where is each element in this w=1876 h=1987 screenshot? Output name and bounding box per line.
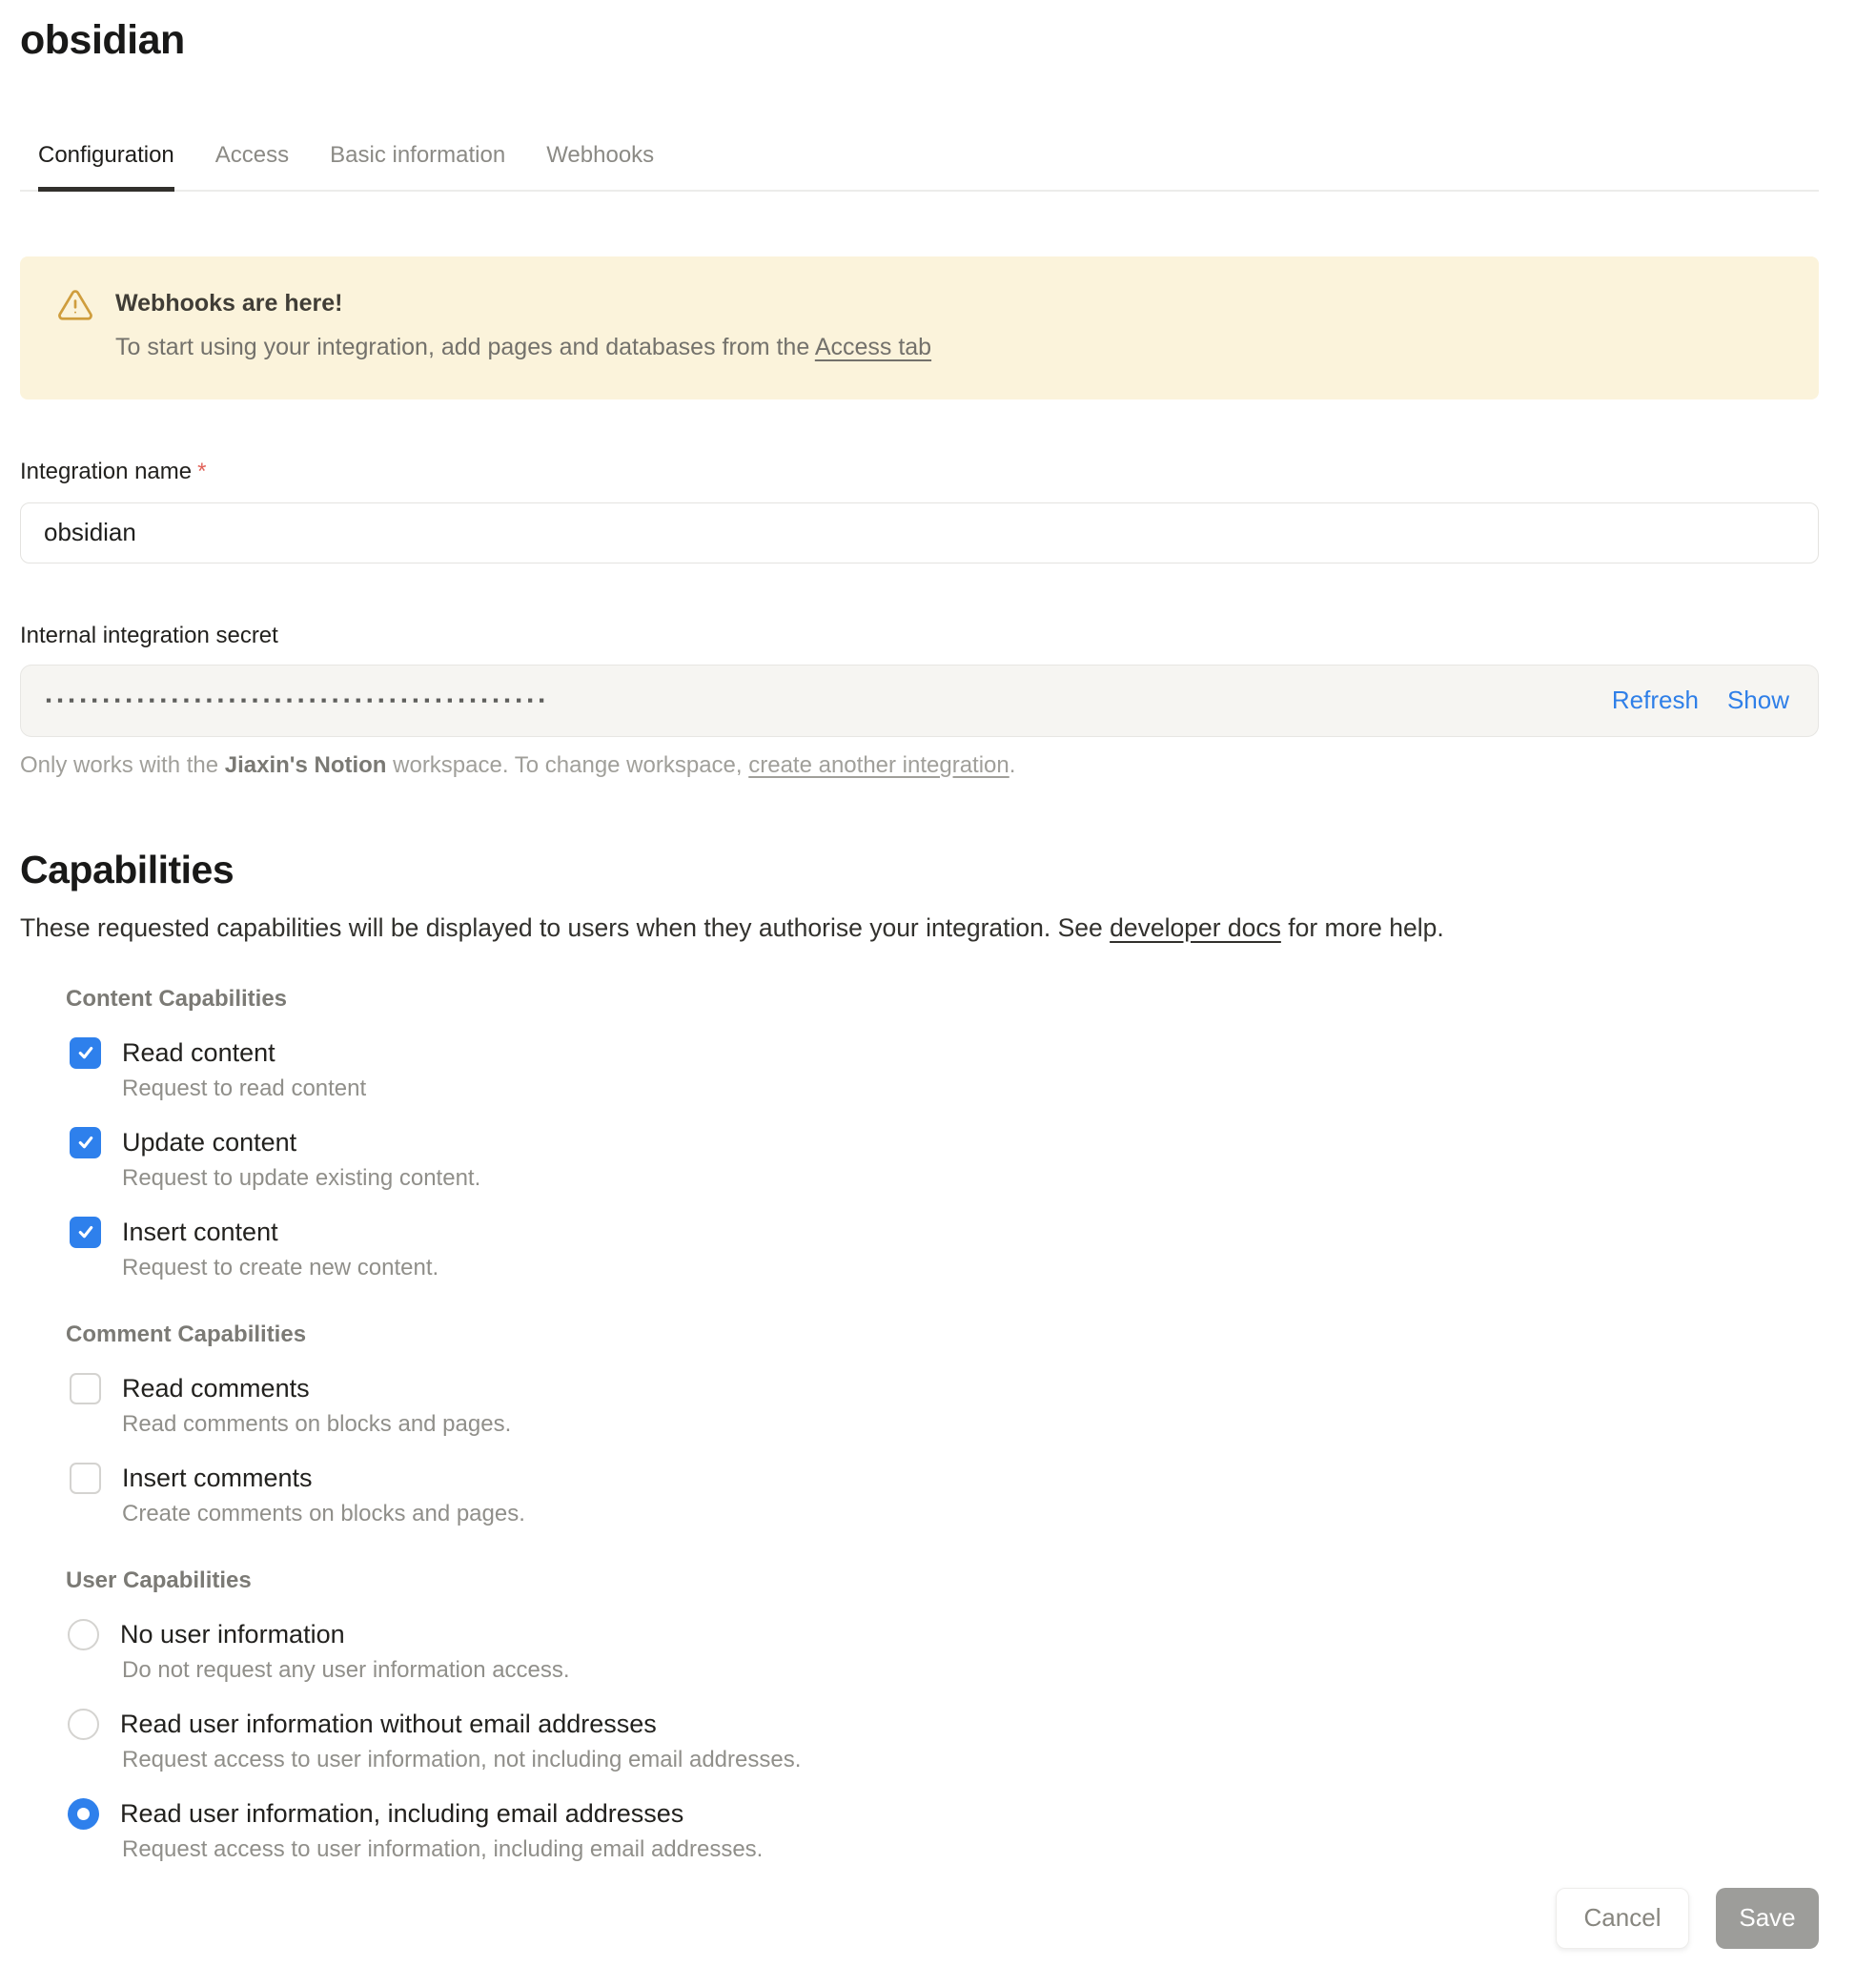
option-no-user-information — [20, 1619, 1819, 1684]
settings-page — [20, 0, 1819, 1949]
checkmark-icon — [76, 1133, 95, 1152]
secret-masked-value: ▪▪▪▪▪▪▪▪▪▪▪▪▪▪▪▪▪▪▪▪▪▪▪▪▪▪▪▪▪▪▪▪▪▪▪▪▪▪▪▪▪▪▪▪ — [46, 690, 551, 709]
tab-webhooks[interactable]: Webhooks — [546, 142, 655, 168]
capabilities-heading: Capabilities — [20, 847, 234, 891]
page-title: obsidian — [20, 17, 185, 63]
caps-desc-suffix: for more help. — [1280, 912, 1444, 942]
banner-text-prefix: To start using your integration, add pages and databases from the — [115, 334, 815, 361]
capability-description: Request to update existing content. — [122, 1164, 481, 1191]
capability-description: Read comments on blocks and pages. — [122, 1410, 512, 1437]
warning-triangle-icon — [57, 287, 93, 363]
integration-name-label — [20, 459, 1819, 485]
save-button[interactable]: Save — [1716, 1888, 1819, 1949]
workspace-name: Jiaxin's Notion — [224, 751, 387, 778]
insert-comments-checkbox[interactable] — [70, 1463, 101, 1494]
banner-content — [115, 289, 931, 363]
warning-banner — [20, 256, 1819, 399]
tab-basic-information[interactable]: Basic information — [330, 142, 506, 168]
read-user-without-email-radio[interactable] — [68, 1709, 99, 1740]
capability-label: Read content — [122, 1037, 275, 1067]
read-comments-checkbox[interactable] — [70, 1373, 101, 1404]
helper-prefix: Only works with the — [20, 751, 225, 778]
secret-actions — [1612, 686, 1789, 715]
secret-field[interactable] — [20, 665, 1819, 737]
developer-docs-link[interactable]: developer docs — [1110, 912, 1281, 942]
integration-name-input[interactable] — [20, 502, 1819, 563]
tab-bar — [20, 142, 1819, 192]
secret-label: Internal integration secret — [20, 622, 278, 648]
checkmark-icon — [76, 1222, 95, 1241]
access-tab-link[interactable]: Access tab — [814, 334, 932, 361]
update-content-checkbox[interactable] — [70, 1127, 101, 1158]
integration-name-label-text: Integration name — [20, 458, 193, 484]
capabilities-description — [20, 912, 1819, 946]
read-content-checkbox[interactable] — [70, 1037, 101, 1069]
user-capabilities-section — [20, 1567, 1819, 1863]
workspace-helper — [20, 752, 1819, 779]
no-user-information-radio[interactable] — [68, 1619, 99, 1650]
capability-description: Create comments on blocks and pages. — [122, 1500, 525, 1526]
banner-text — [115, 332, 931, 363]
create-integration-link[interactable]: create another integration — [748, 751, 1009, 778]
tab-configuration[interactable]: Configuration — [38, 142, 174, 192]
footer-actions — [20, 1888, 1819, 1949]
tab-access[interactable]: Access — [214, 142, 290, 168]
insert-content-checkbox[interactable] — [70, 1217, 101, 1248]
capability-read-content — [20, 1037, 1819, 1102]
caps-desc-prefix: These requested capabilities will be displayed to users when they authorise your integration. See — [20, 912, 1111, 942]
capability-read-comments — [20, 1373, 1819, 1438]
capability-update-content — [20, 1127, 1819, 1192]
user-capabilities-label: User Capabilities — [66, 1567, 252, 1593]
content-capabilities-section — [20, 986, 1819, 1281]
show-link[interactable]: Show — [1726, 686, 1789, 715]
comment-capabilities-label: Comment Capabilities — [66, 1321, 307, 1347]
refresh-link[interactable]: Refresh — [1611, 686, 1699, 715]
comment-capabilities-section — [20, 1321, 1819, 1527]
capability-label: Insert content — [122, 1217, 278, 1246]
option-label: Read user information, including email addresses — [120, 1798, 684, 1828]
option-label: No user information — [120, 1619, 345, 1649]
option-description: Request access to user information, not including email addresses. — [122, 1746, 802, 1772]
read-user-including-email-radio[interactable] — [68, 1798, 99, 1830]
option-read-user-including-email — [20, 1798, 1819, 1863]
capability-label: Read comments — [122, 1373, 310, 1403]
capability-insert-content — [20, 1217, 1819, 1281]
option-label: Read user information without email addresses — [120, 1709, 657, 1738]
content-capabilities-label: Content Capabilities — [66, 985, 288, 1012]
capability-insert-comments — [20, 1463, 1819, 1527]
banner-title: Webhooks are here! — [115, 290, 343, 317]
helper-mid: workspace. To change workspace, — [386, 751, 749, 778]
required-asterisk: * — [197, 458, 207, 484]
helper-suffix: . — [1009, 751, 1016, 778]
capability-description: Request to create new content. — [122, 1254, 439, 1280]
option-description: Do not request any user information access. — [122, 1656, 570, 1683]
cancel-button[interactable]: Cancel — [1556, 1888, 1689, 1949]
capability-label: Update content — [122, 1127, 297, 1157]
option-read-user-without-email — [20, 1709, 1819, 1773]
option-description: Request access to user information, including email addresses. — [122, 1835, 764, 1862]
capability-label: Insert comments — [122, 1463, 313, 1492]
checkmark-icon — [76, 1043, 95, 1062]
capability-description: Request to read content — [122, 1075, 367, 1101]
